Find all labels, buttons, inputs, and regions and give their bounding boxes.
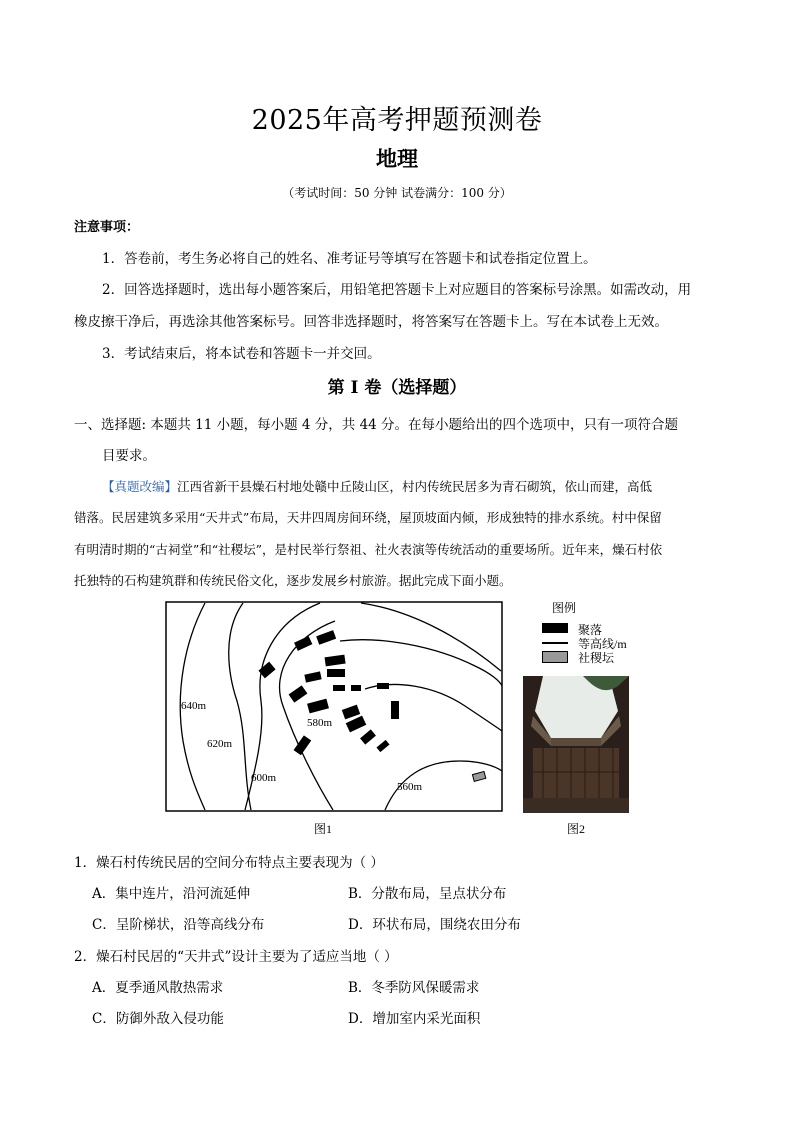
notice-item-2: 2．回答选择题时，选出每小题答案后，用铅笔把答题卡上对应题目的答案标号涂黑。如需改动，用 [102,282,692,298]
passage-tag: 【真题改编】 [102,479,178,494]
contour-label-620: 620m [207,738,233,750]
contour-label-600: 600m [251,772,277,784]
legend-contour-swatch [542,642,568,644]
section-instruction-cont: 目要求。 [102,448,156,464]
passage-line-4: 托独特的石构建筑群和传统民俗文化，逐步发展乡村旅游。据此完成下面小题。 [74,573,512,588]
question-2-option-a[interactable]: A．夏季通风散热需求 [92,980,224,996]
legend-altar-swatch [542,651,568,663]
question-1-option-c[interactable]: C．呈阶梯状，沿等高线分布 [92,917,265,933]
contour-label-560: 560m [397,781,423,793]
question-2-option-c[interactable]: C．防御外敌入侵功能 [92,1011,224,1027]
exam-title: 2025年高考押题预测卷 [251,105,543,136]
passage-line-3: 有明清时期的“古祠堂”和“社稷坛”，是村民举行祭祖、社火表演等传统活动的重要场所。近年来，燥石村依 [74,542,663,557]
section-instruction: 一、选择题: 本题共 11 小题，每小题 4 分，共 44 分。在每小题给出的四个选项中，只有一项符合题 [74,417,679,433]
notice-item-2-cont: 橡皮擦干净后，再选涂其他答案标号。回答非选择题时，将答案写在答题卡上。写在本试卷上无效。 [74,314,668,330]
figure2-courtyard-photo [523,676,629,813]
notice-item-1: 1．答卷前，考生务必将自己的姓名、准考证号等填写在答题卡和试卷指定位置上。 [102,251,597,267]
passage-line-2: 错落。民居建筑多采用“天井式”布局，天井四周房间环绕，屋顶坡面内倾，形成独特的排水系统。村中保留 [74,510,662,525]
question-2-option-b[interactable]: B．冬季防风保暖需求 [348,980,480,996]
legend-settlement-swatch [542,623,568,633]
figure2-caption: 图2 [567,822,586,836]
passage-line-1 [102,477,652,495]
subject-title: 地理 [376,146,418,171]
question-1-option-b[interactable]: B．分散布局，呈点状分布 [348,886,507,902]
legend-altar: 社稷坛 [578,651,615,665]
question-2-option-d[interactable]: D．增加室内采光面积 [348,1011,481,1027]
figure1-contour-map [165,601,503,812]
contour-label-640: 640m [181,700,207,712]
legend-contour: 等高线/m [578,637,627,651]
figure1-caption: 图1 [314,822,333,836]
question-1-option-d[interactable]: D．环状布局，围绕农田分布 [348,917,521,933]
legend-settlement: 聚落 [578,623,603,637]
question-1-option-a[interactable]: A．集中连片，沿河流延伸 [92,886,251,902]
notice-item-3: 3．考试结束后，将本试卷和答题卡一并交回。 [102,346,381,362]
notice-heading: 注意事项： [74,220,140,235]
question-1-stem: 1．燥石村传统民居的空间分布特点主要表现为（ ） [74,855,384,871]
contour-label-580: 580m [307,717,333,729]
legend-title: 图例 [552,601,577,615]
section-heading: 第 I 卷（选择题） [327,378,467,398]
exam-info: （考试时间：50 分钟 试卷满分：100 分） [282,186,512,200]
question-2-stem: 2．燥石村民居的“天井式”设计主要为了适应当地（ ） [74,949,398,965]
passage-text-1: 江西省新干县燥石村地处赣中丘陵山区，村内传统民居多为青石砌筑，依山而建，高低 [177,479,653,494]
